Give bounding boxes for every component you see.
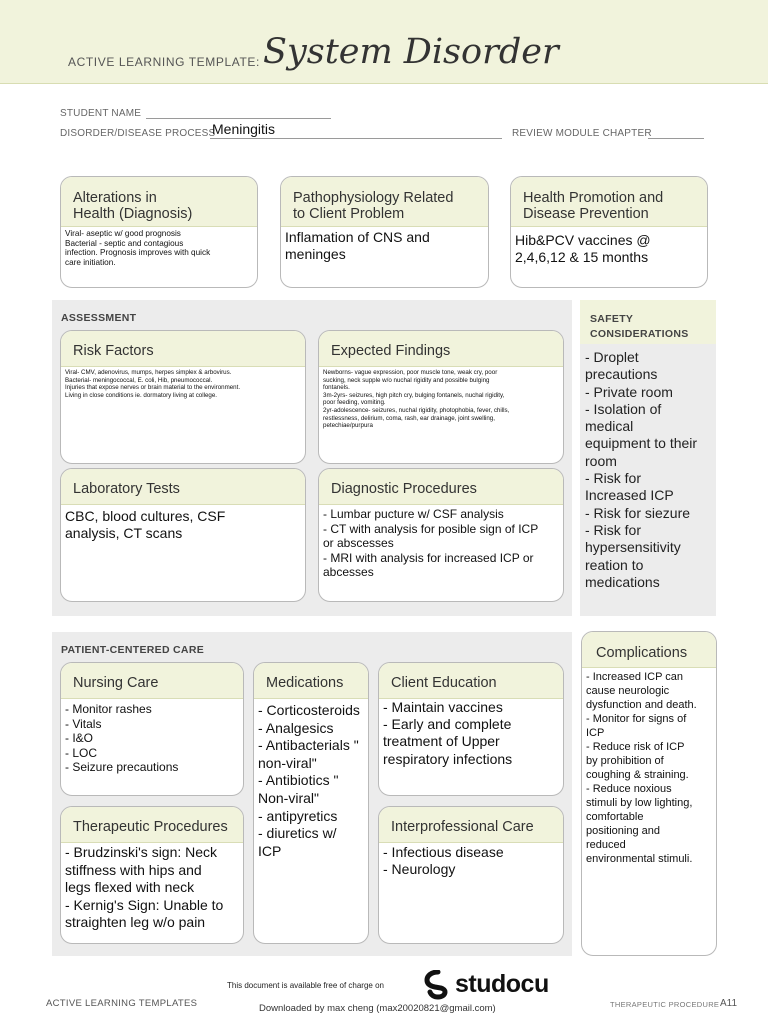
therapeutic-procedures-line: - Brudzinski's sign: Neck bbox=[65, 844, 218, 860]
diagnostic-procedures-box bbox=[318, 468, 564, 602]
safety-line: medications bbox=[585, 573, 660, 590]
therapeutic-procedures-line: straighten leg w/o pain bbox=[65, 914, 206, 931]
footer-right-label: THERAPEUTIC PROCEDURE bbox=[610, 1000, 720, 1009]
client-education-line: treatment of Upper bbox=[383, 733, 500, 750]
medications-line: ICP bbox=[258, 842, 282, 859]
client-education-line: - Maintain vaccines bbox=[383, 699, 503, 715]
complications-line: cause neurologic bbox=[586, 685, 670, 697]
complications-line: - Monitor for signs of bbox=[586, 713, 687, 725]
interprofessional-care-line: - Neurology bbox=[383, 861, 456, 878]
disorder-label: DISORDER/DISEASE PROCESS bbox=[60, 128, 216, 139]
diagnostic-procedures-line: - Lumbar pucture w/ CSF analysis bbox=[323, 507, 504, 521]
safety-line: - Droplet bbox=[585, 349, 639, 365]
health-promotion-body bbox=[511, 227, 707, 268]
safety-title bbox=[590, 312, 689, 342]
client-education-box bbox=[378, 662, 564, 796]
nursing-care-box bbox=[60, 662, 244, 796]
student-name-line bbox=[146, 118, 331, 119]
safety-line: - Risk for siezure bbox=[585, 504, 691, 521]
interprofessional-care-body bbox=[379, 843, 563, 880]
therapeutic-procedures-body bbox=[61, 843, 243, 934]
health-promotion-box bbox=[510, 176, 708, 288]
pathophysiology-line: meninges bbox=[285, 246, 346, 263]
safety-line: medical bbox=[585, 418, 634, 435]
laboratory-tests-header: Laboratory Tests bbox=[61, 469, 305, 505]
alterations-line: infection. Prognosis improves with quick bbox=[65, 248, 211, 258]
health-promotion-header bbox=[511, 177, 707, 227]
expected-findings-line: sucking, neck supple w/o nuchal rigidity and possible bulging bbox=[323, 376, 490, 384]
diagnostic-procedures-line: abcesses bbox=[323, 565, 374, 579]
expected-findings-line: petechiae/purpura bbox=[323, 422, 373, 430]
safety-line: - Private room bbox=[585, 383, 673, 400]
health-promotion-line: Hib&PCV vaccines @ bbox=[515, 232, 651, 248]
review-module-label: REVIEW MODULE CHAPTER bbox=[512, 128, 652, 139]
client-education-line: respiratory infections bbox=[383, 750, 513, 767]
expected-findings-box bbox=[318, 330, 564, 464]
alterations-title-1: Alterations in bbox=[73, 190, 157, 206]
complications-line: dysfunction and death. bbox=[586, 699, 697, 711]
medications-box bbox=[253, 662, 369, 944]
patient-care-title: PATIENT-CENTERED CARE bbox=[61, 644, 204, 656]
medications-line: - Antibacterials " bbox=[258, 737, 359, 754]
risk-factors-line: Living in close conditions ie. dormatory living at college. bbox=[65, 391, 218, 399]
complications-body bbox=[582, 668, 716, 868]
interprofessional-care-line: - Infectious disease bbox=[383, 844, 504, 860]
nursing-care-line: - I&O bbox=[65, 731, 94, 745]
diagnostic-procedures-line: or abscesses bbox=[323, 536, 394, 550]
therapeutic-procedures-line: stiffness with hips and bbox=[65, 861, 202, 878]
client-education-header: Client Education bbox=[379, 663, 563, 699]
medications-line: non-viral" bbox=[258, 754, 317, 771]
therapeutic-procedures-header: Therapeutic Procedures bbox=[61, 807, 243, 843]
medications-line: - diuretics w/ bbox=[258, 825, 337, 842]
expected-findings-line: fontanels. bbox=[323, 384, 350, 392]
complications-line: comfortable bbox=[586, 811, 644, 823]
interprofessional-care-box bbox=[378, 806, 564, 944]
diagnostic-procedures-line: - CT with analysis for posible sign of ICP bbox=[323, 521, 539, 536]
medications-body bbox=[254, 699, 368, 862]
expected-findings-line: Newborns- vague expression, poor muscle tone, weak cry, poor bbox=[323, 369, 498, 376]
client-education-line: - Early and complete bbox=[383, 716, 512, 733]
medications-line: - Antibiotics " bbox=[258, 772, 339, 789]
free-document-note: This document is available free of charge on bbox=[227, 981, 384, 990]
nursing-care-header: Nursing Care bbox=[61, 663, 243, 699]
expected-findings-header: Expected Findings bbox=[319, 331, 563, 367]
safety-line: Increased ICP bbox=[585, 487, 674, 504]
therapeutic-procedures-line: legs flexed with neck bbox=[65, 879, 195, 896]
studocu-logo-icon bbox=[424, 970, 452, 1000]
footer-left-label: ACTIVE LEARNING TEMPLATES bbox=[46, 998, 198, 1009]
alterations-title-2: Health (Diagnosis) bbox=[73, 206, 193, 222]
complications-line: stimuli by low lighting, bbox=[586, 797, 693, 809]
expected-findings-line: poor feeding, vomiting. bbox=[323, 399, 386, 407]
studocu-wordmark: studocu bbox=[455, 970, 549, 998]
complications-line: - Increased ICP can bbox=[586, 671, 684, 683]
laboratory-tests-box bbox=[60, 468, 306, 602]
medications-line: - Corticosteroids bbox=[258, 702, 360, 718]
diagnostic-procedures-body bbox=[319, 505, 563, 582]
safety-line: precautions bbox=[585, 366, 658, 383]
disorder-line bbox=[210, 138, 502, 139]
client-education-body bbox=[379, 699, 563, 770]
complications-box bbox=[581, 631, 717, 956]
download-note: Downloaded by max cheng (max20020821@gmail.com) bbox=[259, 1003, 496, 1014]
risk-factors-line: Injuries that expose nerves or brain material to the environment. bbox=[65, 384, 241, 392]
laboratory-tests-line: analysis, CT scans bbox=[65, 525, 183, 542]
page-code: A11 bbox=[720, 998, 738, 1009]
interprofessional-care-header: Interprofessional Care bbox=[379, 807, 563, 843]
medications-line: - antipyretics bbox=[258, 807, 338, 824]
safety-line: equipment to their bbox=[585, 435, 698, 452]
alterations-line: care initiation. bbox=[65, 257, 116, 267]
pathophysiology-title-1: Pathophysiology Related bbox=[293, 190, 454, 206]
laboratory-tests-line: CBC, blood cultures, CSF bbox=[65, 508, 226, 524]
pathophysiology-line: Inflamation of CNS and bbox=[285, 229, 430, 245]
disorder-value: Meningitis bbox=[212, 121, 276, 137]
medications-header: Medications bbox=[254, 663, 368, 699]
pathophysiology-header bbox=[281, 177, 488, 227]
safety-line: hypersensitivity bbox=[585, 539, 681, 556]
diagnostic-procedures-line: - MRI with analysis for increased ICP or bbox=[323, 550, 534, 565]
safety-line: - Risk for bbox=[585, 470, 641, 487]
template-label: ACTIVE LEARNING TEMPLATE: bbox=[68, 55, 260, 69]
alterations-box bbox=[60, 176, 258, 288]
student-name-label: STUDENT NAME bbox=[60, 108, 142, 119]
medications-line: Non-viral" bbox=[258, 789, 319, 806]
pathophysiology-box bbox=[280, 176, 489, 288]
safety-line: room bbox=[585, 452, 617, 469]
complications-line: positioning and bbox=[586, 825, 661, 837]
nursing-care-line: - LOC bbox=[65, 745, 98, 760]
laboratory-tests-body bbox=[61, 505, 305, 544]
nursing-care-line: - Seizure precautions bbox=[65, 760, 179, 774]
nursing-care-line: - Monitor rashes bbox=[65, 702, 152, 716]
pathophysiology-body bbox=[281, 227, 488, 265]
nursing-care-body bbox=[61, 699, 243, 777]
complications-line: - Reduce noxious bbox=[586, 783, 672, 795]
risk-factors-line: Viral- CMV, adenovirus, mumps, herpes simplex & arbovirus. bbox=[65, 369, 232, 376]
page-title: System Disorder bbox=[263, 32, 559, 72]
medications-line: - Analgesics bbox=[258, 719, 334, 736]
therapeutic-procedures-line: - Kernig's Sign: Unable to bbox=[65, 896, 224, 913]
studocu-logo[interactable] bbox=[424, 968, 552, 1002]
review-module-line bbox=[648, 138, 704, 139]
diagnostic-procedures-header: Diagnostic Procedures bbox=[319, 469, 563, 505]
complications-line: ICP bbox=[586, 727, 605, 739]
risk-factors-box bbox=[60, 330, 306, 464]
expected-findings-line: 3m-2yrs- seizures, high pitch cry, bulging fontanels, nuchal rigidity, bbox=[323, 391, 505, 399]
health-promotion-line: 2,4,6,12 & 15 months bbox=[515, 249, 649, 266]
safety-line: - Risk for bbox=[585, 521, 641, 538]
risk-factors-body bbox=[61, 367, 305, 401]
expected-findings-body bbox=[319, 367, 563, 432]
alterations-header bbox=[61, 177, 257, 227]
expected-findings-line: 2yr-adolescence- seizures, nuchal rigidity, photophobia, fever, chills, bbox=[323, 406, 510, 414]
safety-line: - Isolation of bbox=[585, 400, 662, 417]
alterations-line: Bacterial - septic and contagious bbox=[65, 238, 184, 248]
complications-line: coughing & straining. bbox=[586, 769, 689, 781]
complications-line: reduced bbox=[586, 839, 626, 851]
expected-findings-line: restlessness, delirium, coma, rash, ear drainage, joint swelling, bbox=[323, 414, 495, 422]
alterations-line: Viral- aseptic w/ good prognosis bbox=[65, 229, 181, 238]
risk-factors-header: Risk Factors bbox=[61, 331, 305, 367]
therapeutic-procedures-box bbox=[60, 806, 244, 944]
safety-line: reation to bbox=[585, 556, 644, 573]
nursing-care-line: - Vitals bbox=[65, 716, 102, 731]
risk-factors-line: Bacterial- meningococcal, E. coli, Hib, pneumococcal. bbox=[65, 376, 213, 384]
safety-body bbox=[585, 349, 715, 591]
safety-title-1: SAFETY bbox=[590, 313, 634, 325]
pathophysiology-title-2: to Client Problem bbox=[293, 206, 405, 222]
safety-title-2: CONSIDERATIONS bbox=[590, 328, 689, 340]
alterations-body bbox=[61, 227, 257, 269]
complications-line: environmental stimuli. bbox=[586, 853, 693, 865]
complications-line: - Reduce risk of ICP bbox=[586, 741, 685, 753]
complications-header: Complications bbox=[582, 632, 716, 668]
health-promotion-title-2: Disease Prevention bbox=[523, 206, 649, 222]
assessment-title: ASSESSMENT bbox=[61, 312, 137, 324]
complications-line: by prohibition of bbox=[586, 755, 664, 767]
health-promotion-title-1: Health Promotion and bbox=[523, 190, 664, 206]
